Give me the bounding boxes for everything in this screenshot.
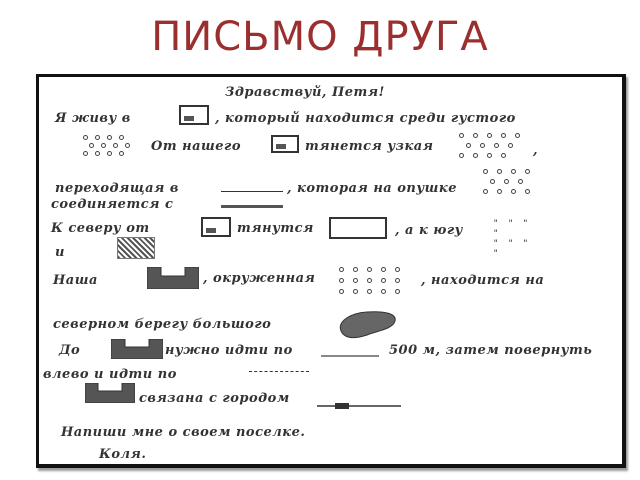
highway-symbol-icon	[221, 205, 283, 208]
letter-text: К северу от	[51, 221, 150, 236]
letter-text: До	[59, 343, 81, 358]
village-symbol-icon	[179, 105, 209, 125]
sparse-forest-symbol-icon	[459, 133, 529, 159]
settlement-symbol-icon	[85, 383, 135, 403]
forest-symbol-icon	[483, 169, 543, 197]
road-symbol-icon	[321, 355, 379, 357]
letter-text: , который находится среди густого	[215, 111, 516, 126]
letter-text: соединяется с	[51, 197, 174, 212]
letter-text: переходящая в	[55, 181, 179, 196]
meadow-row: " " " "	[493, 219, 531, 239]
letter-text: Напиши мне о своем поселке.	[61, 425, 306, 440]
letter-text: связана с городом	[139, 391, 290, 406]
letter-text: ,	[533, 143, 539, 158]
letter-text: и	[55, 245, 65, 260]
orchard-symbol-icon	[339, 267, 409, 297]
letter-text: нужно идти по	[165, 343, 293, 358]
railway-symbol-icon	[317, 395, 401, 403]
settlement-symbol-icon	[147, 267, 199, 289]
lake-symbol-icon	[337, 309, 399, 339]
village-symbol-icon	[201, 217, 231, 237]
path-symbol-icon	[249, 371, 309, 372]
settlement-symbol-icon	[111, 339, 163, 359]
village-symbol-icon	[271, 135, 299, 153]
swamp-symbol-icon	[117, 237, 155, 259]
letter-text: северном берегу большого	[53, 317, 272, 332]
letter-text: , которая на опушке	[287, 181, 457, 196]
letter-text: Я живу в	[55, 111, 131, 126]
letter-text: тянутся	[237, 221, 314, 236]
letter-signature: Коля.	[99, 447, 147, 462]
road-symbol-icon	[221, 191, 283, 192]
letter-text: 500 м, затем повернуть	[389, 343, 593, 358]
letter-text: тянется узкая	[305, 139, 434, 154]
slide-title: ПИСЬМО ДРУГА	[151, 14, 489, 60]
letter-text: , находится на	[421, 273, 545, 288]
letter-text: , а к югу	[395, 223, 463, 238]
meadow-symbol-icon	[493, 219, 541, 259]
letter-text: , окруженная	[203, 271, 316, 286]
letter-text: От нашего	[151, 139, 242, 154]
forest-symbol-icon	[83, 135, 143, 157]
letter-text: влево и идти по	[43, 367, 177, 382]
meadow-row: " " " "	[493, 239, 531, 259]
field-symbol-icon	[329, 217, 387, 239]
letter-greeting: Здравствуй, Петя!	[225, 85, 385, 100]
letter-frame	[36, 74, 626, 468]
letter-text: Наша	[53, 273, 98, 288]
